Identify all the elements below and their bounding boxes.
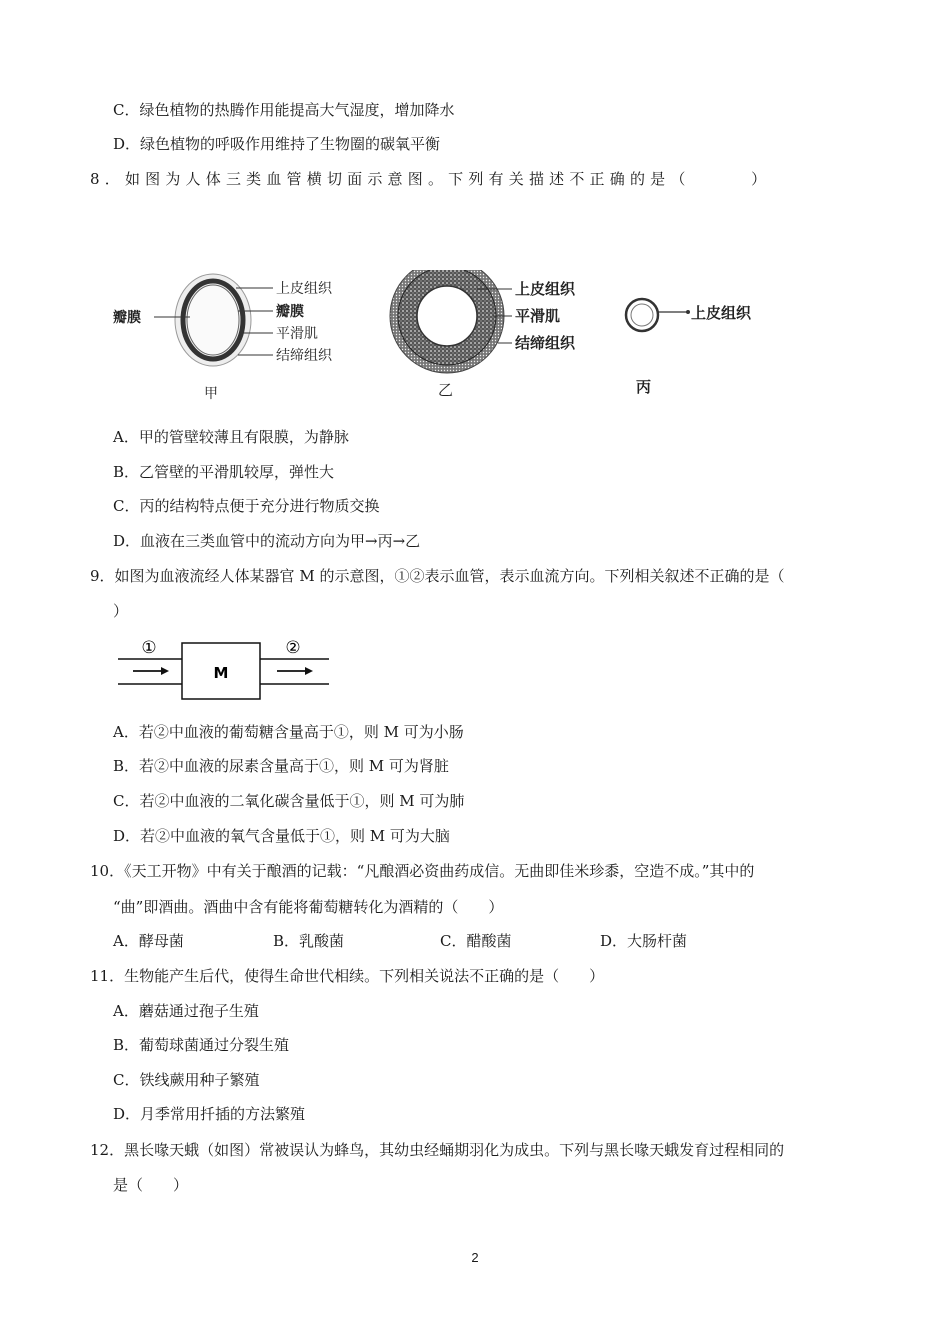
q9-option-c: C．若②中血液的二氧化碳含量低于①，则 M 可为肺 (113, 792, 465, 810)
q10-option-b: B．乳酸菌 (273, 932, 345, 950)
yi-label-epithelium: 上皮组织 (515, 280, 576, 298)
q9-option-d: D．若②中血液的氧气含量低于①，则 M 可为大脑 (113, 827, 450, 845)
q12-stem-line1: 12．黑长喙天蛾（如图）常被误认为蜂鸟，其幼虫经蛹期羽化为成虫。下列与黑长喙天蛾发育过程相同的 (90, 1141, 785, 1159)
jia-valve-side-label: 瓣膜 (113, 310, 141, 326)
q9-option-a: A．若②中血液的葡萄糖含量高于①，则 M 可为小肠 (113, 723, 464, 741)
vessel-jia-vein (154, 274, 273, 366)
q11-stem: 11．生物能产生后代，使得生命世代相续。下列相关说法不正确的是（ ） (90, 967, 605, 985)
organ-m-label: M (213, 664, 229, 682)
q8-option-d: D．血液在三类血管中的流动方向为甲→丙→乙 (113, 532, 421, 550)
jia-label-smooth-muscle: 平滑肌 (276, 326, 318, 342)
q10-option-a: A．酵母菌 (113, 932, 184, 950)
q8-option-b: B．乙管壁的平滑肌较厚，弹性大 (113, 463, 335, 481)
q10-option-c: C．醋酸菌 (440, 932, 512, 950)
jia-caption: 甲 (204, 386, 218, 402)
q7-option-c: C．绿色植物的热腾作用能提高大气湿度，增加降水 (113, 101, 455, 119)
q8-vessel-cross-section-figure (110, 270, 790, 405)
q9-organ-flow-diagram (115, 636, 335, 706)
page-number: 2 (471, 1250, 479, 1265)
yi-label-connective: 结缔组织 (515, 334, 576, 352)
jia-label-connective: 结缔组织 (276, 348, 332, 364)
vessel-2-label: ② (285, 638, 301, 658)
q9-option-b: B．若②中血液的尿素含量高于①，则 M 可为肾脏 (113, 757, 449, 775)
q10-stem-line1: 10．《天工开物》中有关于酿酒的记载：“凡酿酒必资曲药成信。无曲即佳米珍黍，空造不成。”其中的 (90, 862, 755, 880)
vessel-1-label: ① (141, 638, 157, 658)
q9-stem-line2: ） (113, 602, 129, 620)
bing-label-epithelium: 上皮组织 (691, 304, 752, 322)
bing-caption: 丙 (636, 378, 652, 396)
jia-label-valve: 瓣膜 (276, 304, 304, 320)
yi-caption: 乙 (438, 381, 454, 399)
q8-stem: 8．如图为人体三类血管横切面示意图。下列有关描述不正确的是（ ） (90, 170, 772, 188)
vessel-bing-capillary (626, 299, 690, 331)
jia-label-epithelium: 上皮组织 (276, 281, 332, 297)
flow-arrow-out (277, 667, 313, 675)
vessel-yi-artery (390, 270, 512, 373)
q8-option-a: A．甲的管壁较薄且有限膜，为静脉 (113, 428, 349, 446)
q10-stem-line2: “曲”即酒曲。酒曲中含有能将葡萄糖转化为酒精的（ ） (113, 898, 504, 916)
q10-option-d: D．大肠杆菌 (600, 932, 688, 950)
q11-option-a: A．蘑菇通过孢子生殖 (113, 1002, 259, 1020)
q12-stem-line2: 是（ ） (113, 1176, 189, 1194)
flow-arrow-in (133, 667, 169, 675)
q11-option-d: D．月季常用扦插的方法繁殖 (113, 1105, 306, 1123)
q11-option-c: C．铁线蕨用种子繁殖 (113, 1071, 260, 1089)
q11-option-b: B．葡萄球菌通过分裂生殖 (113, 1036, 290, 1054)
q8-option-c: C．丙的结构特点便于充分进行物质交换 (113, 497, 380, 515)
q9-stem-line1: 9．如图为血液流经人体某器官 M 的示意图，①②表示血管，表示血流方向。下列相关叙述不正确的是（ (90, 567, 785, 585)
yi-label-smooth-muscle: 平滑肌 (515, 307, 561, 325)
q7-option-d: D．绿色植物的呼吸作用维持了生物圈的碳氧平衡 (113, 135, 441, 153)
